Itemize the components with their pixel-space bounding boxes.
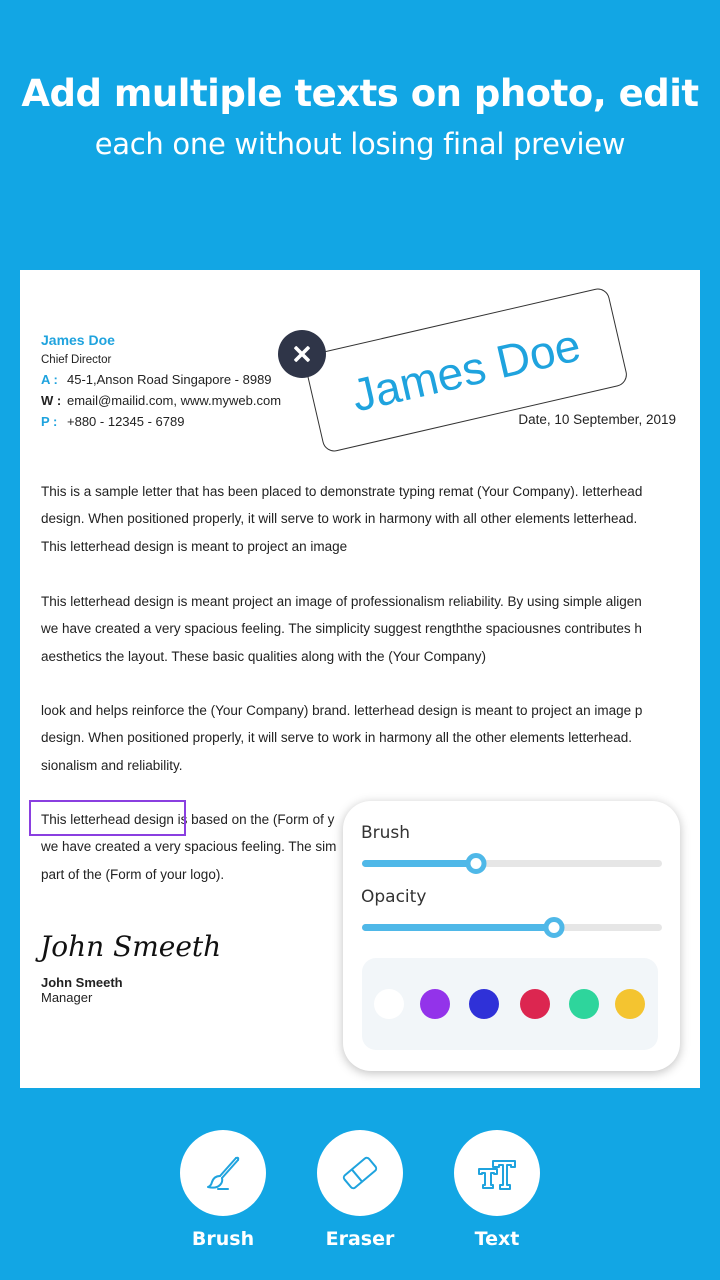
eraser-icon (338, 1151, 382, 1195)
eraser-tool-label: Eraser (325, 1228, 395, 1250)
close-icon (290, 342, 314, 366)
text-tool-button[interactable] (454, 1130, 540, 1216)
text-sticker[interactable] (303, 286, 629, 454)
brush-size-slider[interactable] (362, 860, 662, 867)
color-swatch-red[interactable] (520, 989, 550, 1019)
text-tool-label: Text (474, 1228, 520, 1250)
delete-sticker-button[interactable] (278, 330, 326, 378)
opacity-handle[interactable] (544, 917, 565, 938)
eraser-tool-button[interactable] (317, 1130, 403, 1216)
text-line: design. When positioned properly, it will serve to work in harmony all the other elements letterhead. (41, 730, 633, 746)
opacity-label: Opacity (361, 887, 427, 907)
color-swatch-purple[interactable] (420, 989, 450, 1019)
phone-value: +880 - 12345 - 6789 (67, 414, 185, 429)
sender-block (41, 332, 281, 429)
signature: John Smeeth (40, 930, 222, 963)
opacity-slider[interactable] (362, 924, 662, 931)
color-swatch-yellow[interactable] (615, 989, 645, 1019)
text-line: aesthetics the layout. These basic qualities along with the (Your Company) (41, 648, 487, 664)
paragraph-3 (41, 697, 691, 779)
text-line: This letterhead design is meant project an image of professionalism reliability. By using simple aligen (41, 594, 642, 609)
brush-tool-label: Brush (191, 1228, 255, 1250)
sender-web (41, 393, 281, 408)
text-line: we have created a very spacious feeling. The sim (41, 839, 337, 855)
text-line: we have created a very spacious feeling. The simplicity suggest rengththe spaciousnes contributes h (41, 621, 642, 637)
opacity-fill (362, 924, 554, 931)
phone-key: P : (41, 414, 58, 429)
eraser-tool[interactable] (317, 1130, 403, 1250)
paragraph-2 (41, 588, 691, 670)
brush-size-fill (362, 860, 476, 867)
address-value: 45-1,Anson Road Singapore - 8989 (67, 372, 272, 387)
text-line: This letterhead design is based on the (Form of y (41, 812, 335, 827)
sender-address (41, 372, 281, 387)
brush-size-label: Brush (361, 823, 411, 843)
letter-date: Date, 10 September, 2019 (518, 412, 676, 427)
web-key: W : (41, 393, 62, 408)
signer-block (41, 975, 123, 1005)
color-swatch-white[interactable] (374, 989, 404, 1019)
sender-role: Chief Director (41, 354, 112, 366)
paragraph-1 (41, 478, 691, 560)
headline-subtitle: each one without losing final preview (94, 127, 626, 161)
text-line: This letterhead design is meant to project an image (41, 538, 348, 554)
signer-title: Manager (41, 990, 93, 1005)
headline-title: Add multiple texts on photo, edit (21, 72, 699, 115)
brush-tool[interactable] (180, 1130, 266, 1250)
headline (0, 70, 720, 164)
brush-icon (202, 1152, 244, 1194)
signer-name: John Smeeth (41, 975, 123, 990)
brush-settings-panel (343, 801, 680, 1071)
text-line: sionalism and reliability. (41, 757, 183, 773)
color-swatch-blue[interactable] (469, 989, 499, 1019)
address-key: A : (41, 372, 58, 387)
text-selection-box[interactable] (29, 800, 186, 836)
color-palette (362, 958, 658, 1050)
color-swatch-green[interactable] (569, 989, 599, 1019)
web-value: email@mailid.com, www.myweb.com (67, 393, 282, 408)
text-line: look and helps reinforce the (Your Company) brand. letterhead design is meant to project an image p (41, 703, 643, 718)
text-icon (475, 1151, 519, 1195)
brush-size-handle[interactable] (466, 853, 487, 874)
sender-phone (41, 414, 281, 429)
text-line: design. When positioned properly, it will serve to work in harmony with all other elements letterhead. (41, 511, 638, 527)
text-line: part of the (Form of your logo). (41, 866, 225, 882)
sender-name: James Doe (41, 332, 115, 348)
text-line: This is a sample letter that has been placed to demonstrate typing remat (Your Company). letterhead (41, 484, 643, 499)
text-tool[interactable] (454, 1130, 540, 1250)
brush-tool-button[interactable] (180, 1130, 266, 1216)
sticker-text[interactable]: James Doe (346, 318, 586, 422)
